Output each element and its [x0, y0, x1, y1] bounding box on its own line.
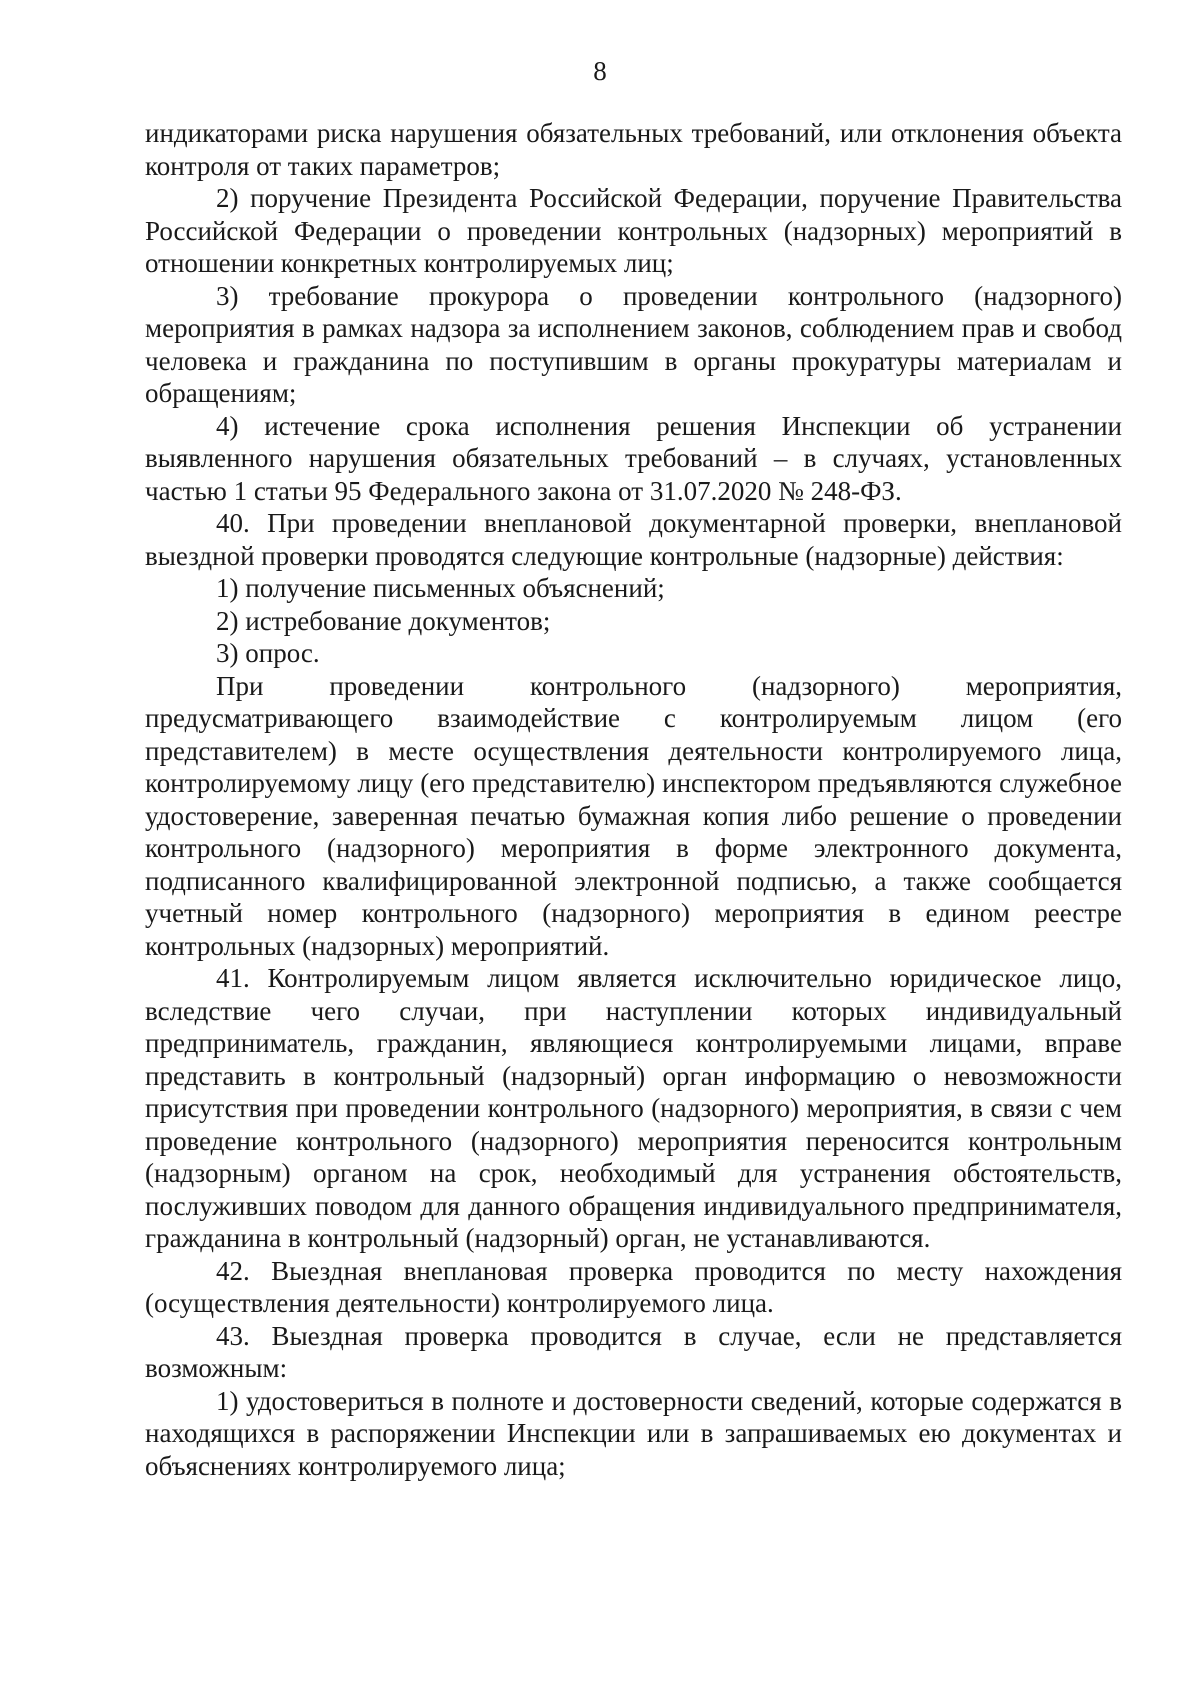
paragraph-interaction: При проведении контрольного (надзорного) мероприятия, предусматривающего взаимодействие с контролируемым лицом (его представителем) в месте осуществления деятельности контролируемого лица, контролируемому лицу (его представителю) инспектором предъявляются служебное удостоверение, заверенная печатью бумажная копия либо решение о проведении контрольного (надзорного) мероприятия в форме электронного документа, подписанного квалифицированной электронной подписью, а также сообщается учетный номер контрольного (надзорного) мероприятия в едином реестре контрольных (надзорных) мероприятий.	[145, 670, 1122, 961]
paragraph-item-3: 3) требование прокурора о проведении контрольного (надзорного) мероприятия в рамках надзора за исполнением законов, соблюдением прав и свобод человека и гражданина по поступившим в органы прокуратуры материалам и обращениям;	[145, 280, 1122, 408]
paragraph-item-4: 4) истечение срока исполнения решения Инспекции об устранении выявленного нарушения обязательных требований – в случаях, установленных частью 1 статьи 95 Федерального закона от 31.07.2020 № 248-ФЗ.	[145, 410, 1122, 506]
paragraph-action-2: 2) истребование документов;	[216, 605, 551, 636]
paragraph-item-2: 2) поручение Президента Российской Федерации, поручение Правительства Российской Федерации о проведении контрольных (надзорных) мероприятий в отношении конкретных контролируемых лиц;	[145, 183, 1122, 278]
paragraph-action-1: 1) получение письменных объяснений;	[216, 573, 665, 603]
paragraph-continuation: индикаторами риска нарушения обязательных требований, или отклонения объекта контроля от таких параметров;	[145, 118, 1122, 181]
paragraph-action-3: 3) опрос.	[216, 638, 320, 668]
paragraph-section-42: 42. Выездная внеплановая проверка проводится по месту нахождения (осуществления деятельности) контролируемого лица.	[145, 1255, 1122, 1318]
paragraph-section-40: 40. При проведении внеплановой документарной проверки, внеплановой выездной проверки проводятся следующие контрольные (надзорные) действия:	[145, 508, 1122, 571]
paragraph-section-41: 41. Контролируемым лицом является исключительно юридическое лицо, вследствие чего случаи, при наступлении которых индивидуальный предприниматель, гражданин, являющиеся контролируемыми лицами, вправе представить в контрольный (надзорный) орган информацию о невозможности присутствия при проведении контрольного (надзорного) мероприятия, в связи с чем проведение контрольного (надзорного) мероприятия переносится контрольным (надзорным) органом на срок, необходимый для устранения обстоятельств, послуживших поводом для данного обращения индивидуального предпринимателя, гражданина в контрольный (надзорный) орган, не устанавливаются.	[145, 963, 1122, 1253]
paragraph-section-43-item-1: 1) удостовериться в полноте и достоверности сведений, которые содержатся в находящихся в распоряжении Инспекции или в запрашиваемых ею документах и объяснениях контролируемого лица;	[145, 1385, 1122, 1481]
document-body	[145, 117, 1122, 1482]
page-number: 8	[593, 56, 607, 86]
paragraph-section-43: 43. Выездная проверка проводится в случае, если не представляется возможным:	[145, 1320, 1122, 1383]
